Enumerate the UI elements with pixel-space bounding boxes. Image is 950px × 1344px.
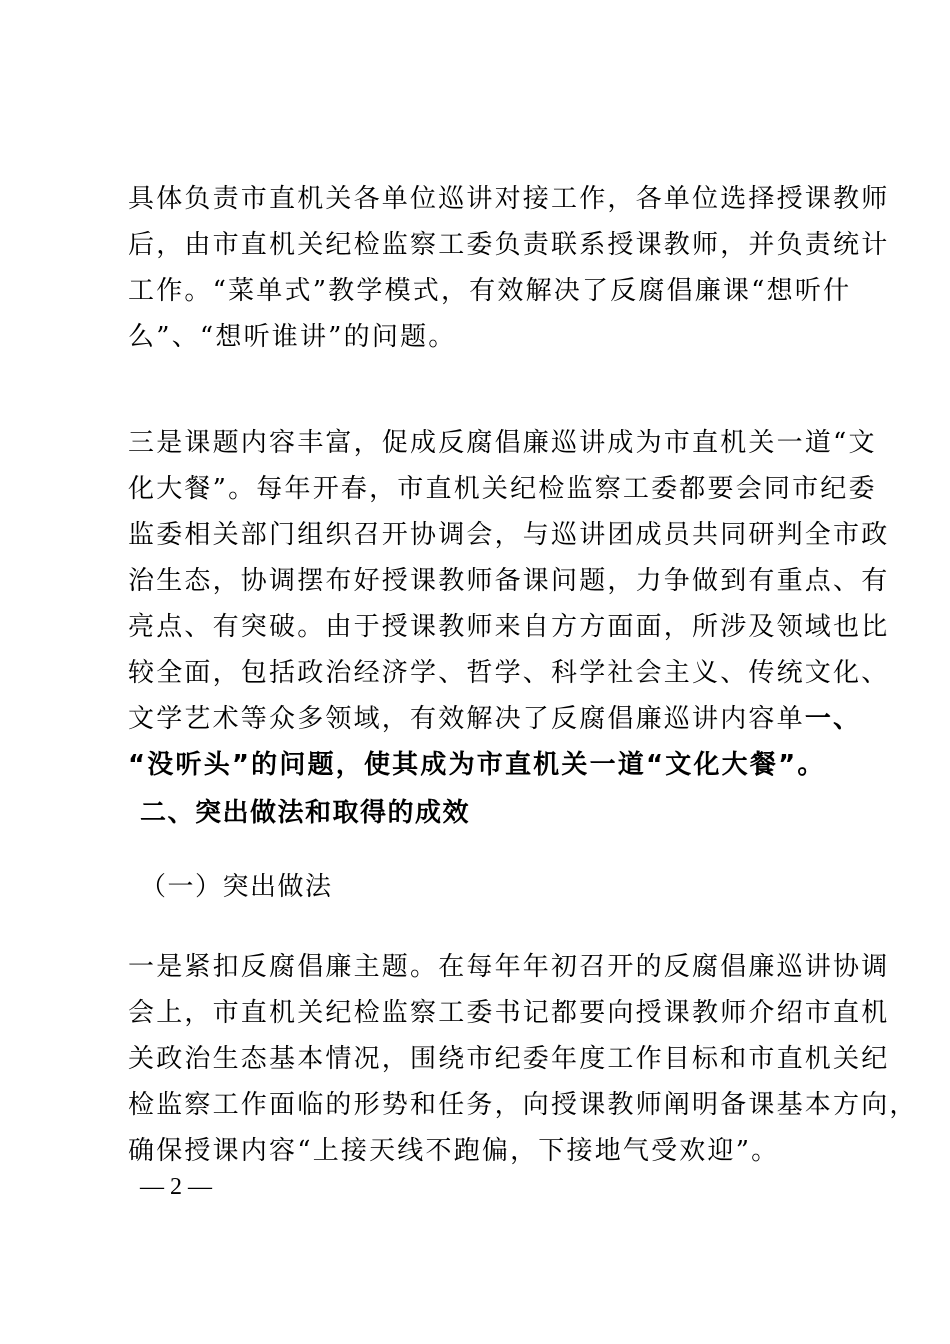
paragraph-3 [128, 944, 918, 1174]
paragraph-1-line: 么”、“想听谁讲”的问题。 [128, 322, 457, 352]
page-number: — 2 — [140, 1174, 212, 1200]
paragraph-1-line: 工作。“菜单式”教学模式，有效解决了反腐倡廉课“想听什 [128, 276, 852, 306]
paragraph-2-line-text: 文学艺术等众多领域，有效解决了反腐倡廉巡讲内容单 [128, 704, 805, 734]
paragraph-2-line: 亮点、有突破。由于授课教师来自方方面面，所涉及领域也比 [128, 612, 890, 642]
paragraph-2-line: 治生态，协调摆布好授课教师备课问题，力争做到有重点、有 [128, 566, 890, 596]
paragraph-2-bold-line: “没听头”的问题，使其成为市直机关一道“文化大餐”。 [128, 750, 826, 780]
paragraph-2-line: 监委相关部门组织召开协调会，与巡讲团成员共同研判全市政 [128, 520, 890, 550]
paragraph-2-line: 较全面，包括政治经济学、哲学、科学社会主义、传统文化、 [128, 658, 890, 688]
paragraph-3-line: 关政治生态基本情况，围绕市纪委年度工作目标和市直机关纪 [128, 1044, 890, 1074]
paragraph-2-line: 三是课题内容丰富，促成反腐倡廉巡讲成为市直机关一道“文 [128, 428, 877, 458]
paragraph-3-line: 会上，市直机关纪检监察工委书记都要向授课教师介绍市直机 [128, 998, 890, 1028]
paragraph-3-line: 确保授课内容“上接天线不跑偏，下接地气受欢迎”。 [128, 1136, 780, 1166]
section-heading: 二、突出做法和取得的成效 [140, 798, 471, 828]
paragraph-2-line: 化大餐”。每年开春，市直机关纪检监察工委都要会同市纪委 [128, 474, 877, 504]
paragraph-3-line: 一是紧扣反腐倡廉主题。在每年年初召开的反腐倡廉巡讲协调 [128, 952, 890, 982]
paragraph-1-line: 具体负责市直机关各单位巡讲对接工作，各单位选择授课教师 [128, 184, 890, 214]
paragraph-1 [128, 176, 890, 360]
subsection-heading: （一）突出做法 [140, 872, 333, 902]
paragraph-1-line: 后，由市直机关纪检监察工委负责联系授课教师，并负责统计 [128, 230, 890, 260]
paragraph-3-line: 检监察工作面临的形势和任务，向授课教师阐明备课基本方向， [128, 1090, 918, 1120]
paragraph-2-line-mixed [128, 696, 862, 742]
paragraph-2-bold-tail: 一、 [804, 704, 862, 734]
paragraph-2 [128, 420, 890, 788]
